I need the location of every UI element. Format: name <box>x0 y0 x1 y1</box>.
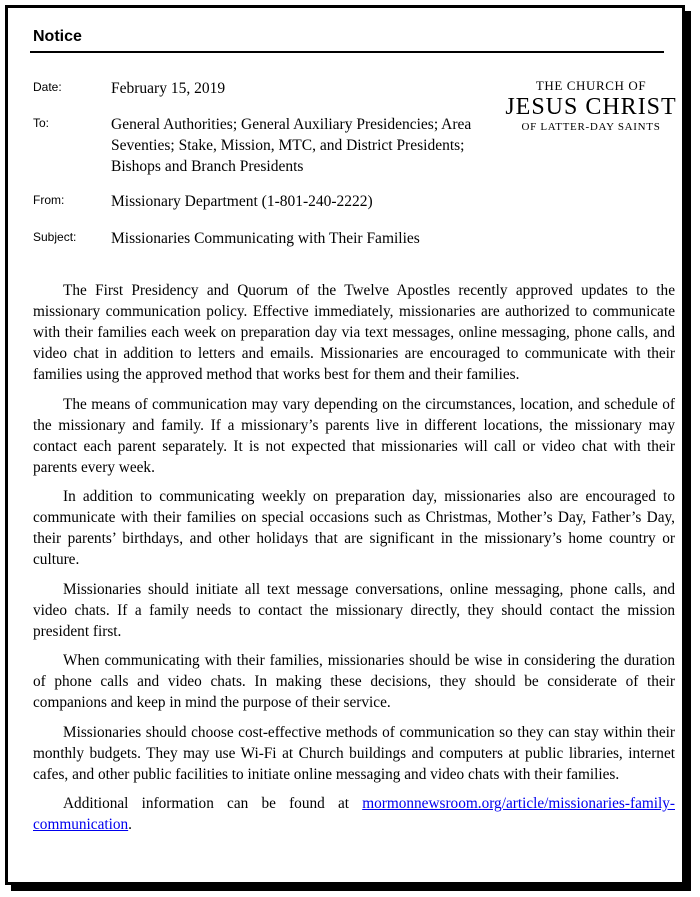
logo-line-2: JESUS CHRIST <box>505 94 677 120</box>
from-label: From: <box>33 193 65 207</box>
date-label: Date: <box>33 80 62 94</box>
logo-line-1: THE CHURCH OF <box>535 78 647 93</box>
subject-label: Subject: <box>33 230 77 244</box>
subject-value: Missionaries Communicating with Their Families <box>111 230 420 247</box>
notice-title: Notice <box>33 28 82 45</box>
document-frame <box>5 5 685 885</box>
newsroom-link[interactable]: mormonnewsroom.org/article/missionaries-family-communication <box>33 795 675 833</box>
to-label: To: <box>33 116 50 130</box>
body-paragraph-3: In addition to communicating weekly on preparation day, missionaries also are encouraged to communicate with their families on special occasions such as Christmas, Mother’s Day, Father’s Day, their parents’ birthdays, and other holidays that are significant in the missionary’s home country or culture. <box>33 488 675 568</box>
body-paragraph-6: Missionaries should choose cost-effective methods of communication so they can stay within their monthly budgets. They may use Wi-Fi at Church buildings and computers at public libraries, internet cafes, and other public facilities to initiate online messaging and video chats with their families. <box>33 723 675 783</box>
body-paragraph-5: When communicating with their families, missionaries should be wise in considering the duration of phone calls and video chats. In making these decisions, they should be considerate of their companions and keep in mind the purpose of their service. <box>33 652 675 711</box>
body-paragraph-2: The means of communication may vary depending on the circumstances, location, and schedule of the missionary and family. If a missionary’s parents live in different locations, the missionary may contact each parent separately. It is not expected that missionaries will call or video chat with their parents every week. <box>33 395 675 476</box>
closing-paragraph <box>33 793 675 835</box>
to-value: General Authorities; General Auxiliary Presidencies; Area Seventies; Stake, Mission, MTC, and District Presidents; Bishops and Branch Presidents <box>111 116 472 175</box>
body-paragraph-1: The First Presidency and Quorum of the Twelve Apostles recently approved updates to the missionary communication policy. Effective immediately, missionaries are authorized to communicate with their families each week on preparation day via text messages, online messaging, phone calls, and video chat in addition to letters and emails. Missionaries are encouraged to communicate with their families using the approved method that works best for them and their families. <box>33 282 675 383</box>
closing-text: Additional information can be found at <box>63 795 363 812</box>
body-paragraph-4: Missionaries should initiate all text message conversations, online messaging, phone calls, and video chats. If a family needs to contact the missionary directly, they should contact the mission president first. <box>33 580 675 640</box>
church-logo <box>496 78 686 134</box>
from-value: Missionary Department (1-801-240-2222) <box>111 193 373 210</box>
date-value: February 15, 2019 <box>111 80 226 97</box>
header-rule <box>30 51 664 53</box>
logo-line-3: OF LATTER-DAY SAINTS <box>521 121 661 133</box>
notice-body <box>33 280 675 844</box>
closing-period: . <box>128 816 132 833</box>
